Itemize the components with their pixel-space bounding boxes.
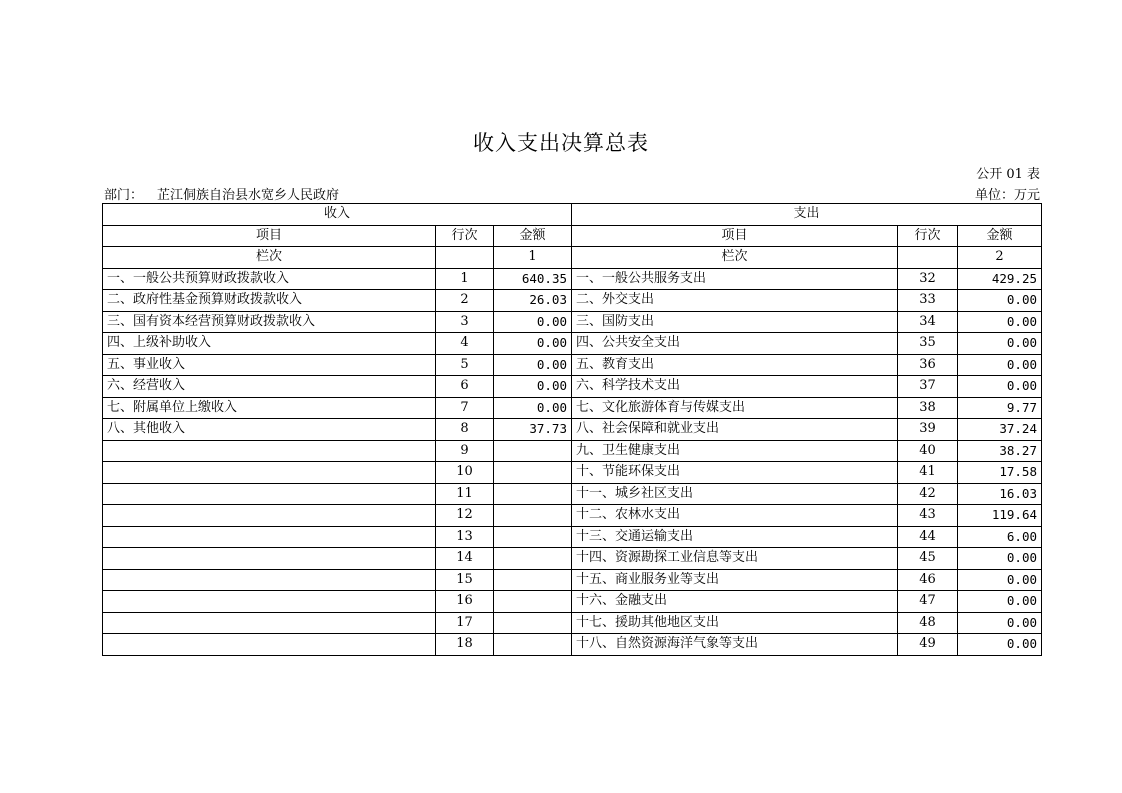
income-item-cell [103,569,436,591]
expense-item-cell: 五、教育支出 [572,354,898,376]
section-header-row [103,204,1042,226]
expense-item-cell: 十八、自然资源海洋气象等支出 [572,634,898,656]
expense-lanci-col: 2 [958,247,1042,269]
income-item-header: 项目 [103,225,436,247]
income-lanci-label: 栏次 [103,247,436,269]
income-item-cell [103,548,436,570]
expense-item-cell: 八、社会保障和就业支出 [572,419,898,441]
expense-item-cell: 十一、城乡社区支出 [572,483,898,505]
income-item-cell [103,612,436,634]
expense-item-cell: 七、文化旅游体育与传媒支出 [572,397,898,419]
form-code: 公开 01 表 [976,167,1040,182]
expense-amount-cell: 0.00 [958,634,1042,656]
expense-rowno-cell: 48 [898,612,958,634]
department-label: 部门： [104,188,144,203]
income-amount-cell: 0.00 [494,333,572,355]
table-row [103,569,1042,591]
table-row [103,526,1042,548]
expense-amount-cell: 0.00 [958,591,1042,613]
expense-amount-cell: 0.00 [958,333,1042,355]
income-amount-cell [494,483,572,505]
income-rowno-cell: 10 [436,462,494,484]
income-rowno-cell: 14 [436,548,494,570]
income-rowno-cell: 9 [436,440,494,462]
income-item-cell [103,483,436,505]
income-item-cell [103,526,436,548]
expense-amount-cell: 0.00 [958,548,1042,570]
table-row [103,612,1042,634]
income-amount-cell: 0.00 [494,397,572,419]
expense-item-cell: 十二、农林水支出 [572,505,898,527]
expense-amount-cell: 0.00 [958,311,1042,333]
expense-rowno-cell: 44 [898,526,958,548]
income-item-cell: 四、上级补助收入 [103,333,436,355]
expense-rowno-cell: 46 [898,569,958,591]
expense-amount-cell: 17.58 [958,462,1042,484]
income-rowno-cell: 13 [436,526,494,548]
income-item-cell: 一、一般公共预算财政拨款收入 [103,268,436,290]
expense-amount-cell: 0.00 [958,612,1042,634]
income-rowno-cell: 18 [436,634,494,656]
expense-item-cell: 九、卫生健康支出 [572,440,898,462]
income-item-cell: 六、经营收入 [103,376,436,398]
lanci-row [103,247,1042,269]
income-rowno-cell: 8 [436,419,494,441]
table-row [103,290,1042,312]
income-amount-cell [494,440,572,462]
income-amount-cell [494,526,572,548]
table-row [103,440,1042,462]
table-row [103,548,1042,570]
table-row [103,333,1042,355]
income-header: 收入 [103,204,572,226]
expense-amount-cell: 429.25 [958,268,1042,290]
income-amount-cell: 37.73 [494,419,572,441]
income-rowno-cell: 1 [436,268,494,290]
expense-amount-cell: 6.00 [958,526,1042,548]
expense-amount-cell: 0.00 [958,354,1042,376]
expense-item-cell: 一、一般公共服务支出 [572,268,898,290]
table-row [103,397,1042,419]
income-expense-table [102,203,1042,656]
income-amount-cell: 640.35 [494,268,572,290]
income-amount-cell [494,569,572,591]
expense-item-cell: 四、公共安全支出 [572,333,898,355]
expense-item-cell: 三、国防支出 [572,311,898,333]
expense-amount-cell: 0.00 [958,290,1042,312]
table-row [103,462,1042,484]
expense-rowno-header: 行次 [898,225,958,247]
expense-rowno-cell: 39 [898,419,958,441]
income-item-cell [103,440,436,462]
table-row [103,376,1042,398]
expense-rowno-cell: 42 [898,483,958,505]
expense-item-cell: 十三、交通运输支出 [572,526,898,548]
income-rowno-cell: 12 [436,505,494,527]
expense-rowno-cell: 41 [898,462,958,484]
income-rowno-cell: 2 [436,290,494,312]
expense-lanci-rowno [898,247,958,269]
expense-item-cell: 二、外交支出 [572,290,898,312]
income-amount-cell [494,462,572,484]
table-row [103,354,1042,376]
income-amount-cell [494,505,572,527]
income-rowno-cell: 11 [436,483,494,505]
expense-rowno-cell: 37 [898,376,958,398]
income-amount-cell [494,612,572,634]
table-row [103,483,1042,505]
expense-rowno-cell: 36 [898,354,958,376]
expense-rowno-cell: 38 [898,397,958,419]
department-name: 芷江侗族自治县水宽乡人民政府 [157,188,340,203]
income-amount-cell [494,634,572,656]
expense-amount-header: 金额 [958,225,1042,247]
income-item-cell: 二、政府性基金预算财政拨款收入 [103,290,436,312]
expense-item-header: 项目 [572,225,898,247]
income-rowno-cell: 3 [436,311,494,333]
income-rowno-cell: 17 [436,612,494,634]
income-item-cell: 七、附属单位上缴收入 [103,397,436,419]
income-rowno-cell: 5 [436,354,494,376]
table-row [103,591,1042,613]
income-rowno-cell: 15 [436,569,494,591]
income-item-cell [103,591,436,613]
table-row [103,268,1042,290]
expense-amount-cell: 119.64 [958,505,1042,527]
income-amount-cell: 26.03 [494,290,572,312]
expense-rowno-cell: 40 [898,440,958,462]
income-rowno-cell: 6 [436,376,494,398]
income-amount-cell: 0.00 [494,354,572,376]
table-row [103,419,1042,441]
income-amount-cell [494,548,572,570]
expense-rowno-cell: 35 [898,333,958,355]
expense-item-cell: 十六、金融支出 [572,591,898,613]
income-rowno-cell: 7 [436,397,494,419]
table-row [103,311,1042,333]
expense-rowno-cell: 45 [898,548,958,570]
unit-label: 单位：万元 [974,188,1040,203]
expense-amount-cell: 9.77 [958,397,1042,419]
expense-item-cell: 十、节能环保支出 [572,462,898,484]
income-amount-header: 金额 [494,225,572,247]
income-rowno-cell: 4 [436,333,494,355]
expense-item-cell: 十四、资源勘探工业信息等支出 [572,548,898,570]
income-item-cell [103,634,436,656]
expense-rowno-cell: 47 [898,591,958,613]
expense-rowno-cell: 34 [898,311,958,333]
income-item-cell: 八、其他收入 [103,419,436,441]
department-line [104,184,339,203]
expense-item-cell: 六、科学技术支出 [572,376,898,398]
expense-header: 支出 [572,204,1042,226]
expense-amount-cell: 0.00 [958,569,1042,591]
column-header-row [103,225,1042,247]
income-rowno-header: 行次 [436,225,494,247]
report-title: 收入支出决算总表 [473,131,649,155]
income-amount-cell: 0.00 [494,311,572,333]
expense-item-cell: 十五、商业服务业等支出 [572,569,898,591]
income-item-cell: 三、国有资本经营预算财政拨款收入 [103,311,436,333]
expense-rowno-cell: 43 [898,505,958,527]
income-item-cell: 五、事业收入 [103,354,436,376]
income-amount-cell: 0.00 [494,376,572,398]
expense-rowno-cell: 33 [898,290,958,312]
expense-amount-cell: 0.00 [958,376,1042,398]
table-row [103,634,1042,656]
expense-item-cell: 十七、援助其他地区支出 [572,612,898,634]
income-amount-cell [494,591,572,613]
expense-amount-cell: 16.03 [958,483,1042,505]
income-lanci-rowno [436,247,494,269]
income-lanci-col: 1 [494,247,572,269]
table-row [103,505,1042,527]
income-rowno-cell: 16 [436,591,494,613]
expense-lanci-label: 栏次 [572,247,898,269]
expense-amount-cell: 37.24 [958,419,1042,441]
expense-rowno-cell: 49 [898,634,958,656]
expense-amount-cell: 38.27 [958,440,1042,462]
income-item-cell [103,462,436,484]
income-item-cell [103,505,436,527]
expense-rowno-cell: 32 [898,268,958,290]
